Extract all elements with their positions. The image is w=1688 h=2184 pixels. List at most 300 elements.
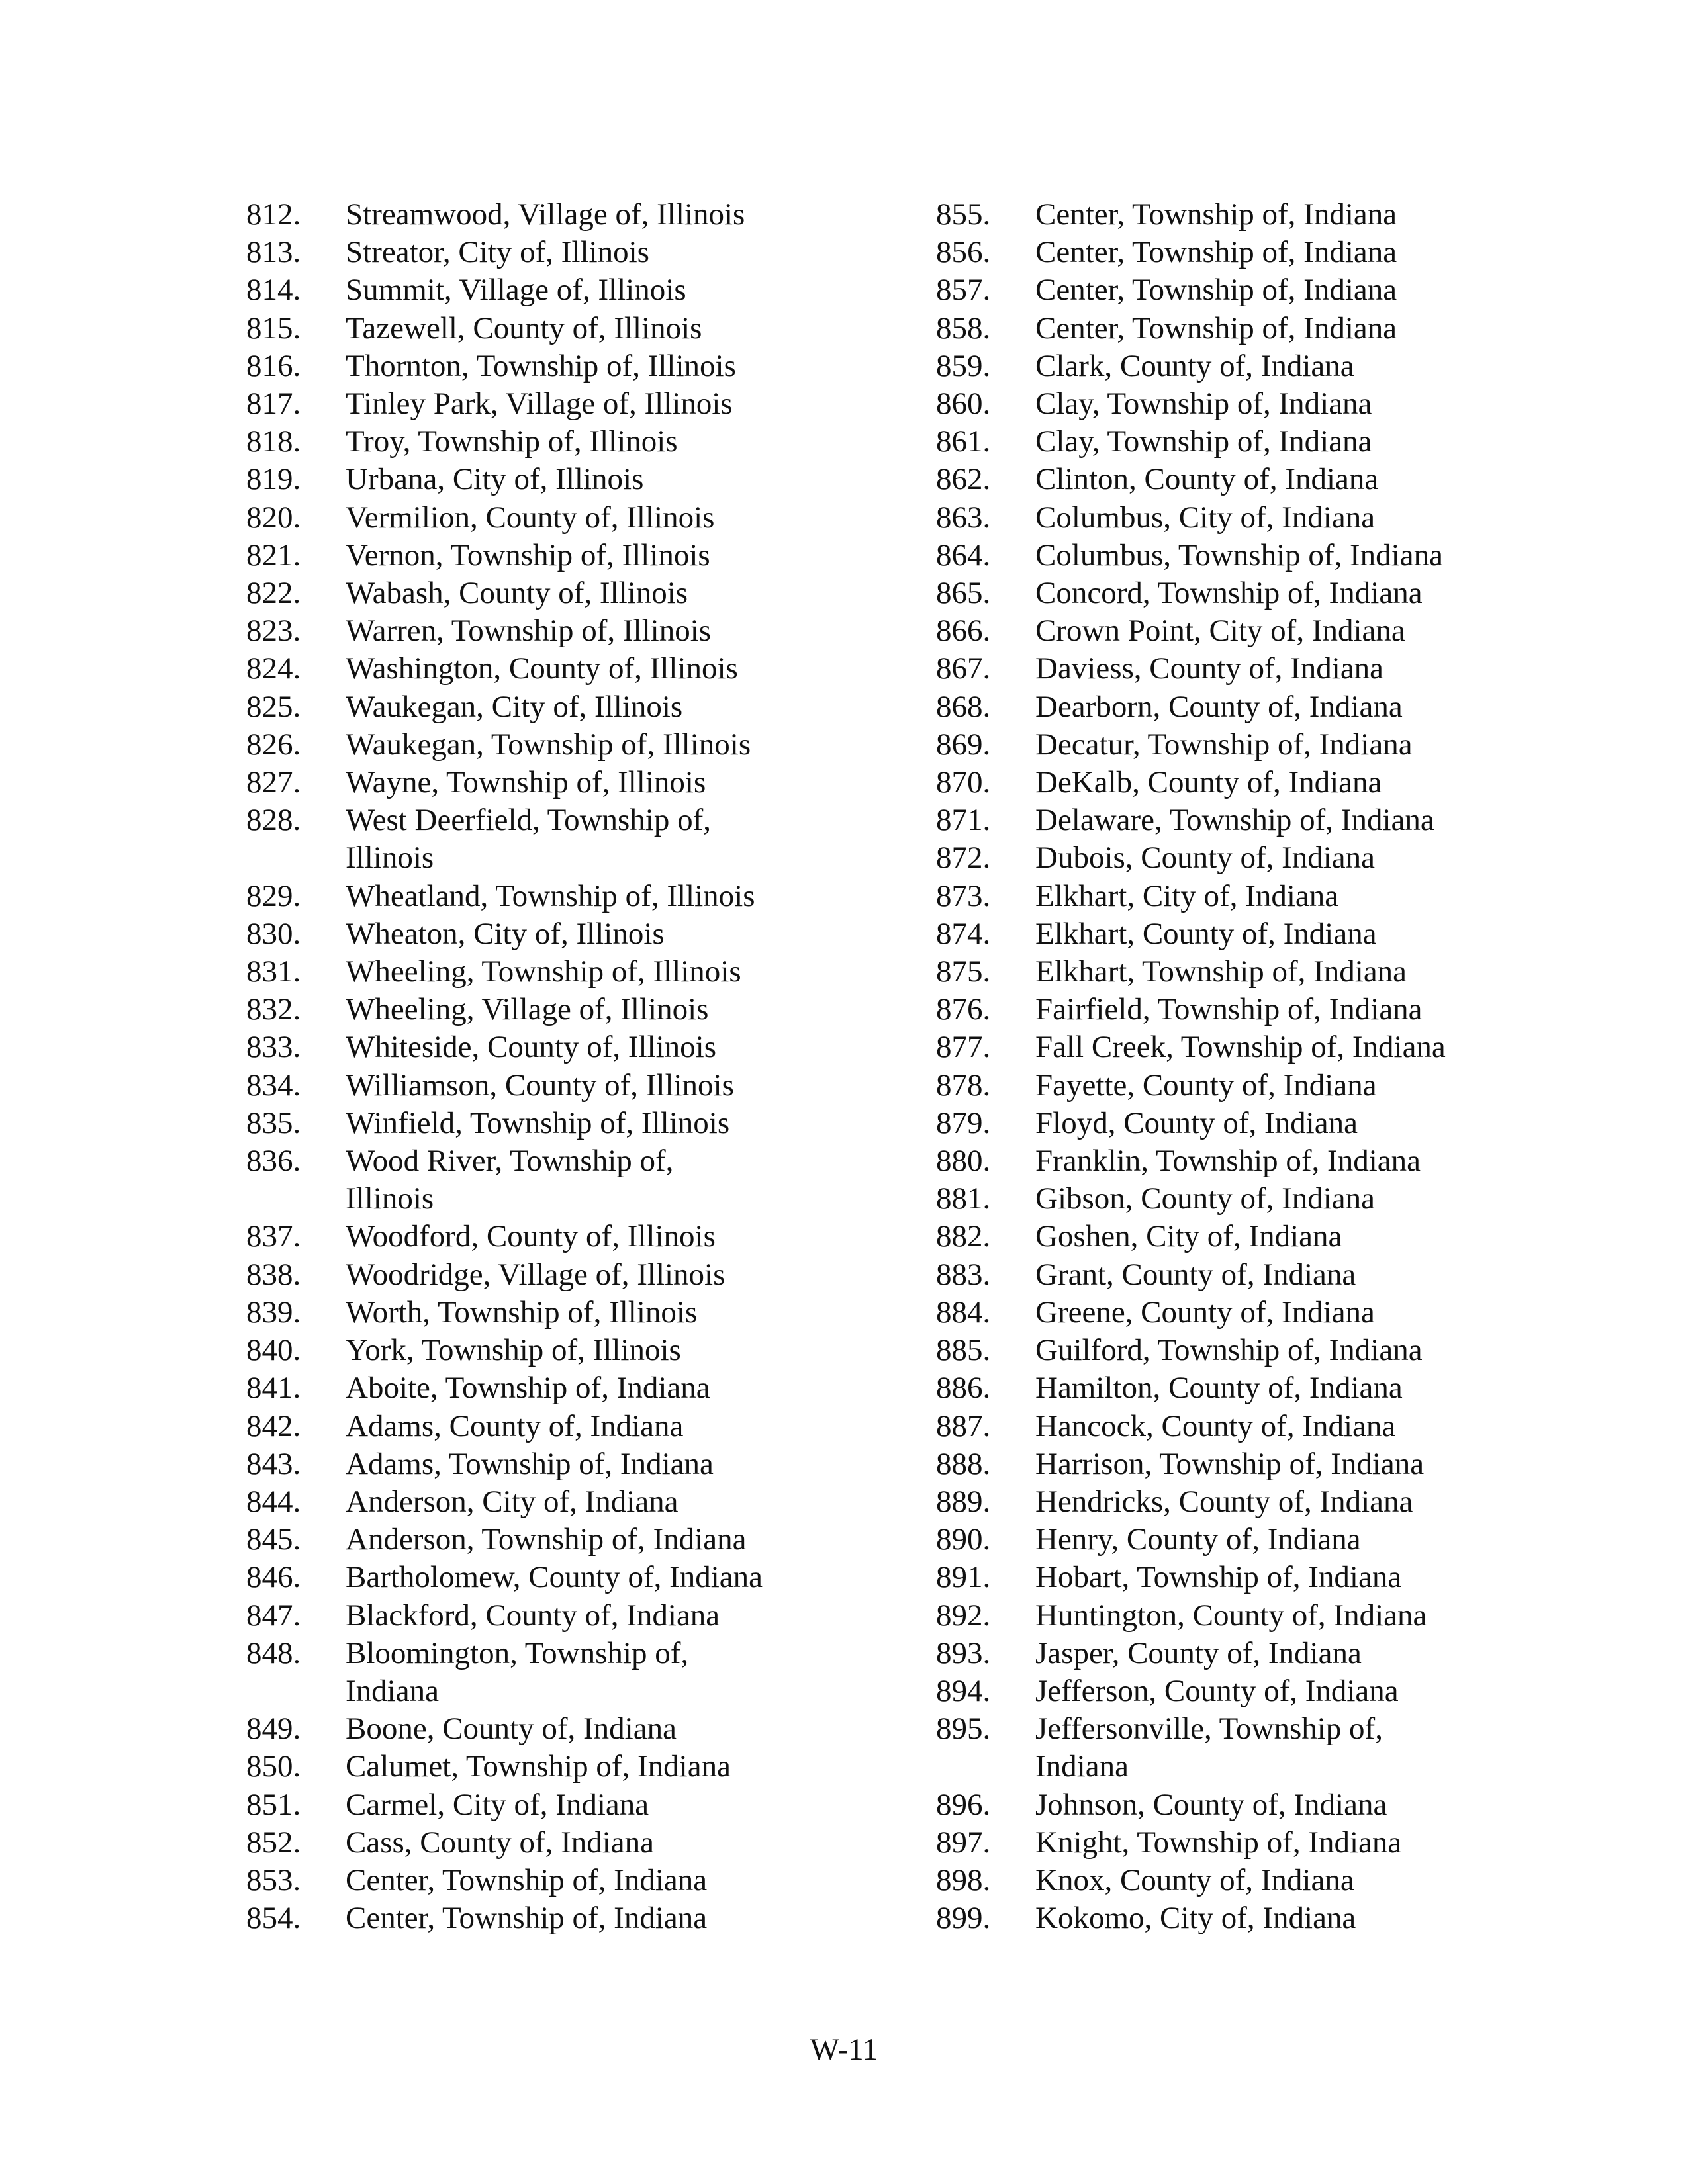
entry-name xyxy=(346,310,809,347)
entry-name xyxy=(346,650,809,688)
list-item xyxy=(246,1218,908,1255)
list-item xyxy=(246,1294,908,1332)
entry-number: 828. xyxy=(246,803,301,838)
entry-number: 850. xyxy=(246,1749,301,1784)
entry-number: 826. xyxy=(246,727,301,762)
list-item xyxy=(936,1142,1598,1180)
list-item xyxy=(246,347,908,385)
entry-number: 835. xyxy=(246,1105,301,1140)
list-item xyxy=(246,1597,908,1635)
list-item xyxy=(246,196,908,234)
list-item xyxy=(246,234,908,271)
entry-number: 839. xyxy=(246,1295,301,1330)
list-item xyxy=(246,1483,908,1521)
entry-name-line: Wheatland, Township of, Illinois xyxy=(346,878,755,913)
entry-name-line: Knight, Township of, Indiana xyxy=(1035,1825,1402,1860)
entry-name xyxy=(1035,688,1499,726)
entry-name-line: Center, Township of, Indiana xyxy=(1035,310,1397,345)
entry-name xyxy=(1035,1483,1499,1521)
list-item xyxy=(936,499,1598,537)
entry-name-line: Williamson, County of, Illinois xyxy=(346,1068,734,1103)
entry-name-line: Warren, Township of, Illinois xyxy=(346,614,712,649)
entry-number: 871. xyxy=(936,803,991,838)
entry-name xyxy=(1035,499,1499,537)
entry-name-line: Fairfield, Township of, Indiana xyxy=(1035,992,1423,1027)
entry-name xyxy=(1035,1369,1499,1407)
entry-number: 862. xyxy=(936,462,991,497)
entry-name-line: Carmel, City of, Indiana xyxy=(346,1787,649,1822)
entry-name-line: Wheeling, Township of, Illinois xyxy=(346,954,741,989)
entry-number: 857. xyxy=(936,273,991,308)
list-item xyxy=(936,1445,1598,1483)
entry-number: 833. xyxy=(246,1030,301,1065)
entry-number: 880. xyxy=(936,1144,991,1179)
list-item xyxy=(246,1786,908,1824)
entry-name-line: Aboite, Township of, Indiana xyxy=(346,1371,710,1406)
entry-number: 875. xyxy=(936,954,991,989)
entry-number: 860. xyxy=(936,387,991,422)
entry-name xyxy=(346,1332,809,1369)
entry-name xyxy=(346,801,809,877)
list-item xyxy=(936,1672,1598,1710)
entry-name-line: Jeffersonville, Township of, xyxy=(1035,1711,1383,1747)
list-item xyxy=(936,839,1598,877)
entry-number: 818. xyxy=(246,424,301,459)
entry-name xyxy=(1035,991,1499,1028)
list-item xyxy=(936,878,1598,915)
entry-name xyxy=(1035,878,1499,915)
entry-number: 845. xyxy=(246,1522,301,1557)
list-item xyxy=(936,461,1598,498)
list-item xyxy=(246,1748,908,1786)
list-item xyxy=(246,574,908,612)
page-number: W-11 xyxy=(810,2032,878,2067)
list-item xyxy=(246,1824,908,1862)
entry-name-line: Streator, City of, Illinois xyxy=(346,235,649,270)
entry-name-line: Fall Creek, Township of, Indiana xyxy=(1035,1030,1446,1065)
list-item xyxy=(936,915,1598,953)
entry-name xyxy=(346,1483,809,1521)
entry-name xyxy=(346,1294,809,1332)
entry-number: 829. xyxy=(246,878,301,913)
entry-name-line: Anderson, City of, Indiana xyxy=(346,1484,679,1519)
entry-name xyxy=(1035,915,1499,953)
list-item xyxy=(936,1067,1598,1105)
entry-name-line: Clay, Township of, Indiana xyxy=(1035,387,1372,422)
entry-name-line: DeKalb, County of, Indiana xyxy=(1035,765,1382,800)
list-item xyxy=(246,991,908,1028)
entry-name xyxy=(346,423,809,461)
list-item xyxy=(246,1067,908,1105)
entry-name xyxy=(1035,385,1499,423)
list-item xyxy=(936,688,1598,726)
list-item xyxy=(246,1445,908,1483)
entry-name xyxy=(1035,1294,1499,1332)
entry-name xyxy=(346,271,809,309)
entry-name-line: Goshen, City of, Indiana xyxy=(1035,1219,1342,1254)
list-item xyxy=(246,1635,908,1710)
entry-name xyxy=(346,1710,809,1748)
entry-name-line: Dearborn, County of, Indiana xyxy=(1035,689,1403,724)
list-item xyxy=(246,1256,908,1294)
entry-name-line: Troy, Township of, Illinois xyxy=(346,424,678,459)
entry-name-line: Crown Point, City of, Indiana xyxy=(1035,614,1405,649)
entry-name xyxy=(1035,726,1499,764)
entry-name-line: Streamwood, Village of, Illinois xyxy=(346,197,745,232)
entry-number: 891. xyxy=(936,1560,991,1595)
entry-name-line: Cass, County of, Indiana xyxy=(346,1825,655,1860)
entry-name-line: Elkhart, Township of, Indiana xyxy=(1035,954,1407,989)
entry-name xyxy=(1035,1332,1499,1369)
entry-name-line: Hobart, Township of, Indiana xyxy=(1035,1560,1402,1595)
entry-number: 817. xyxy=(246,387,301,422)
list-item xyxy=(936,1218,1598,1255)
entry-name xyxy=(346,1218,809,1255)
list-item xyxy=(246,1028,908,1066)
entry-number: 899. xyxy=(936,1901,991,1936)
left-column-list xyxy=(246,196,908,1937)
entry-name xyxy=(1035,1635,1499,1672)
list-item xyxy=(936,385,1598,423)
entry-name xyxy=(1035,1559,1499,1596)
entry-number: 813. xyxy=(246,235,301,270)
entry-name xyxy=(346,953,809,991)
entry-name-line: Whiteside, County of, Illinois xyxy=(346,1030,717,1065)
entry-name xyxy=(1035,839,1499,877)
entry-name-line: Guilford, Township of, Indiana xyxy=(1035,1333,1423,1368)
entry-number: 849. xyxy=(246,1711,301,1747)
entry-name xyxy=(346,1824,809,1862)
entry-number: 866. xyxy=(936,614,991,649)
entry-name xyxy=(1035,1824,1499,1862)
entry-name xyxy=(346,1635,809,1710)
list-item xyxy=(246,726,908,764)
entry-name xyxy=(346,1105,809,1142)
entry-name xyxy=(346,878,809,915)
list-item xyxy=(246,1899,908,1937)
entry-name xyxy=(346,347,809,385)
entry-name xyxy=(1035,1445,1499,1483)
entry-name xyxy=(1035,612,1499,650)
entry-number: 823. xyxy=(246,614,301,649)
entry-number: 873. xyxy=(936,878,991,913)
list-item xyxy=(936,1635,1598,1672)
entry-name xyxy=(1035,574,1499,612)
entry-name-line: Washington, County of, Illinois xyxy=(346,651,738,686)
entry-name-line: Adams, County of, Indiana xyxy=(346,1408,684,1443)
list-item xyxy=(936,726,1598,764)
entry-name xyxy=(1035,1408,1499,1445)
list-item xyxy=(246,1369,908,1407)
entry-number: 861. xyxy=(936,424,991,459)
entry-number: 890. xyxy=(936,1522,991,1557)
list-item xyxy=(936,612,1598,650)
entry-name-line: Urbana, City of, Illinois xyxy=(346,462,644,497)
entry-name-line: Center, Township of, Indiana xyxy=(1035,235,1397,270)
entry-name xyxy=(1035,1899,1499,1937)
entry-number: 882. xyxy=(936,1219,991,1254)
entry-number: 887. xyxy=(936,1408,991,1443)
entry-name-line: Wayne, Township of, Illinois xyxy=(346,765,706,800)
entry-name-line: West Deerfield, Township of, xyxy=(346,803,712,838)
entry-number: 881. xyxy=(936,1181,991,1216)
entry-number: 884. xyxy=(936,1295,991,1330)
entry-name-line: Wood River, Township of, xyxy=(346,1144,674,1179)
entry-number: 824. xyxy=(246,651,301,686)
list-item xyxy=(246,612,908,650)
entry-name xyxy=(1035,271,1499,309)
entry-number: 838. xyxy=(246,1257,301,1292)
entry-name-line: Woodford, County of, Illinois xyxy=(346,1219,716,1254)
entry-name-line: Tinley Park, Village of, Illinois xyxy=(346,387,733,422)
entry-number: 859. xyxy=(936,348,991,383)
entry-name xyxy=(1035,764,1499,801)
entry-name-line: Jasper, County of, Indiana xyxy=(1035,1635,1362,1670)
list-item xyxy=(246,1521,908,1559)
list-item xyxy=(936,1369,1598,1407)
entry-name xyxy=(1035,1710,1499,1786)
entry-name-line: Dubois, County of, Indiana xyxy=(1035,841,1376,876)
entry-number: 848. xyxy=(246,1635,301,1670)
entry-name-line: Wheaton, City of, Illinois xyxy=(346,916,665,951)
entry-name xyxy=(346,1142,809,1218)
entry-number: 867. xyxy=(936,651,991,686)
entry-name-line: Center, Township of, Indiana xyxy=(346,1901,708,1936)
entry-name-line: York, Township of, Illinois xyxy=(346,1333,681,1368)
entry-name-line: Vermilion, County of, Illinois xyxy=(346,500,715,535)
entry-number: 840. xyxy=(246,1333,301,1368)
list-item xyxy=(246,1862,908,1899)
entry-number: 869. xyxy=(936,727,991,762)
entry-number: 894. xyxy=(936,1673,991,1708)
entry-name xyxy=(346,1559,809,1596)
entry-number: 896. xyxy=(936,1787,991,1822)
entry-name xyxy=(1035,1597,1499,1635)
entry-name-continuation: Indiana xyxy=(1035,1749,1129,1784)
entry-name-line: Center, Township of, Indiana xyxy=(1035,273,1397,308)
entry-name-continuation: Illinois xyxy=(346,1181,434,1216)
entry-name xyxy=(1035,1028,1499,1066)
entry-name xyxy=(346,1748,809,1786)
entry-number: 878. xyxy=(936,1068,991,1103)
list-item xyxy=(246,1710,908,1748)
entry-name xyxy=(346,1408,809,1445)
entry-name-line: Floyd, County of, Indiana xyxy=(1035,1105,1358,1140)
list-item xyxy=(246,801,908,877)
entry-number: 844. xyxy=(246,1484,301,1519)
list-item xyxy=(936,1521,1598,1559)
entry-name-line: Worth, Township of, Illinois xyxy=(346,1295,698,1330)
entry-name-line: Fayette, County of, Indiana xyxy=(1035,1068,1377,1103)
entry-number: 883. xyxy=(936,1257,991,1292)
entry-number: 815. xyxy=(246,310,301,345)
list-item xyxy=(246,688,908,726)
entry-name-line: Wheeling, Village of, Illinois xyxy=(346,992,709,1027)
entry-name-line: Kokomo, City of, Indiana xyxy=(1035,1901,1356,1936)
list-item xyxy=(936,196,1598,234)
entry-name-line: Woodridge, Village of, Illinois xyxy=(346,1257,726,1292)
entry-name-continuation: Illinois xyxy=(346,841,434,876)
list-item xyxy=(936,574,1598,612)
entry-number: 893. xyxy=(936,1635,991,1670)
entry-name xyxy=(346,991,809,1028)
entry-name xyxy=(1035,650,1499,688)
entry-number: 870. xyxy=(936,765,991,800)
entry-name-line: Calumet, Township of, Indiana xyxy=(346,1749,731,1784)
entry-name-line: Bloomington, Township of, xyxy=(346,1635,689,1670)
entry-name-line: Gibson, County of, Indiana xyxy=(1035,1181,1376,1216)
entry-name xyxy=(346,1067,809,1105)
list-item xyxy=(936,1180,1598,1218)
entry-name xyxy=(1035,461,1499,498)
list-item xyxy=(246,499,908,537)
entry-number: 825. xyxy=(246,689,301,724)
entry-name-line: Delaware, Township of, Indiana xyxy=(1035,803,1434,838)
entry-name-line: Daviess, County of, Indiana xyxy=(1035,651,1384,686)
entry-name-line: Huntington, County of, Indiana xyxy=(1035,1598,1427,1633)
entry-name xyxy=(1035,537,1499,574)
entry-name xyxy=(346,726,809,764)
list-item xyxy=(936,310,1598,347)
list-item xyxy=(936,650,1598,688)
list-item xyxy=(246,1105,908,1142)
entry-number: 892. xyxy=(936,1598,991,1633)
entry-name-line: Columbus, City of, Indiana xyxy=(1035,500,1376,535)
entry-name-line: Concord, Township of, Indiana xyxy=(1035,576,1423,611)
entry-name-line: Jefferson, County of, Indiana xyxy=(1035,1673,1399,1708)
entry-number: 816. xyxy=(246,348,301,383)
entry-number: 876. xyxy=(936,992,991,1027)
entry-number: 841. xyxy=(246,1371,301,1406)
list-item xyxy=(246,764,908,801)
entry-number: 820. xyxy=(246,500,301,535)
entry-name-line: Columbus, Township of, Indiana xyxy=(1035,537,1443,572)
list-item xyxy=(246,271,908,309)
list-item xyxy=(936,271,1598,309)
entry-number: 872. xyxy=(936,841,991,876)
entry-number: 855. xyxy=(936,197,991,232)
entry-name-continuation: Indiana xyxy=(346,1673,439,1708)
entry-name-line: Hamilton, County of, Indiana xyxy=(1035,1371,1403,1406)
entry-name xyxy=(1035,1256,1499,1294)
entry-name-line: Center, Township of, Indiana xyxy=(1035,197,1397,232)
entry-name xyxy=(1035,1672,1499,1710)
entry-name xyxy=(346,461,809,498)
entry-name xyxy=(346,499,809,537)
list-item xyxy=(246,310,908,347)
entry-number: 821. xyxy=(246,537,301,572)
entry-name xyxy=(1035,347,1499,385)
entry-name xyxy=(346,234,809,271)
entry-name xyxy=(1035,1067,1499,1105)
entry-number: 834. xyxy=(246,1068,301,1103)
entry-name-line: Center, Township of, Indiana xyxy=(346,1862,708,1897)
entry-name xyxy=(1035,1218,1499,1255)
list-item xyxy=(936,953,1598,991)
list-item xyxy=(936,1332,1598,1369)
list-item xyxy=(936,1710,1598,1786)
entry-name xyxy=(1035,423,1499,461)
entry-name xyxy=(1035,310,1499,347)
entry-name-line: Greene, County of, Indiana xyxy=(1035,1295,1375,1330)
entry-name xyxy=(1035,1142,1499,1180)
entry-name xyxy=(346,196,809,234)
entry-name xyxy=(1035,1180,1499,1218)
entry-name xyxy=(346,764,809,801)
list-item xyxy=(246,1332,908,1369)
entry-name xyxy=(1035,1786,1499,1824)
entry-number: 830. xyxy=(246,916,301,951)
entry-number: 843. xyxy=(246,1446,301,1481)
entry-name-line: Knox, County of, Indiana xyxy=(1035,1862,1354,1897)
entry-number: 885. xyxy=(936,1333,991,1368)
entry-name-line: Harrison, Township of, Indiana xyxy=(1035,1446,1425,1481)
entry-name-line: Blackford, County of, Indiana xyxy=(346,1598,720,1633)
right-column-list xyxy=(936,196,1598,1937)
entry-name xyxy=(346,915,809,953)
entry-number: 879. xyxy=(936,1105,991,1140)
entry-number: 832. xyxy=(246,992,301,1027)
list-item xyxy=(246,878,908,915)
entry-name-line: Winfield, Township of, Illinois xyxy=(346,1105,730,1140)
entry-number: 812. xyxy=(246,197,301,232)
entry-name xyxy=(346,1862,809,1899)
list-item xyxy=(246,385,908,423)
list-item xyxy=(936,1105,1598,1142)
entry-name-line: Summit, Village of, Illinois xyxy=(346,273,686,308)
entry-name xyxy=(1035,1521,1499,1559)
entry-name xyxy=(346,1786,809,1824)
entry-name xyxy=(1035,196,1499,234)
list-item xyxy=(246,537,908,574)
entry-number: 853. xyxy=(246,1862,301,1897)
entry-name xyxy=(346,537,809,574)
entry-name xyxy=(1035,234,1499,271)
entry-name-line: Waukegan, City of, Illinois xyxy=(346,689,683,724)
list-item xyxy=(936,1256,1598,1294)
list-item xyxy=(246,461,908,498)
entry-name-line: Boone, County of, Indiana xyxy=(346,1711,677,1747)
list-item xyxy=(246,1559,908,1596)
entry-name-line: Adams, Township of, Indiana xyxy=(346,1446,714,1481)
entry-name-line: Waukegan, Township of, Illinois xyxy=(346,727,751,762)
entry-name-line: Clay, Township of, Indiana xyxy=(1035,424,1372,459)
list-item xyxy=(936,1294,1598,1332)
entry-name xyxy=(346,385,809,423)
entry-name xyxy=(346,612,809,650)
list-item xyxy=(936,991,1598,1028)
entry-number: 864. xyxy=(936,537,991,572)
entry-name-line: Anderson, Township of, Indiana xyxy=(346,1522,747,1557)
list-item xyxy=(246,1142,908,1218)
entry-name-line: Tazewell, County of, Illinois xyxy=(346,310,702,345)
entry-name-line: Hendricks, County of, Indiana xyxy=(1035,1484,1413,1519)
list-item xyxy=(936,1028,1598,1066)
entry-name-line: Wabash, County of, Illinois xyxy=(346,576,688,611)
list-item xyxy=(936,1862,1598,1899)
entry-name xyxy=(346,1899,809,1937)
list-item xyxy=(936,1559,1598,1596)
entry-name-line: Elkhart, City of, Indiana xyxy=(1035,878,1339,913)
entry-number: 856. xyxy=(936,235,991,270)
entry-name-line: Hancock, County of, Indiana xyxy=(1035,1408,1396,1443)
entry-name xyxy=(1035,1105,1499,1142)
entry-name xyxy=(1035,953,1499,991)
entry-number: 868. xyxy=(936,689,991,724)
entry-number: 865. xyxy=(936,576,991,611)
entry-number: 858. xyxy=(936,310,991,345)
list-item xyxy=(936,764,1598,801)
